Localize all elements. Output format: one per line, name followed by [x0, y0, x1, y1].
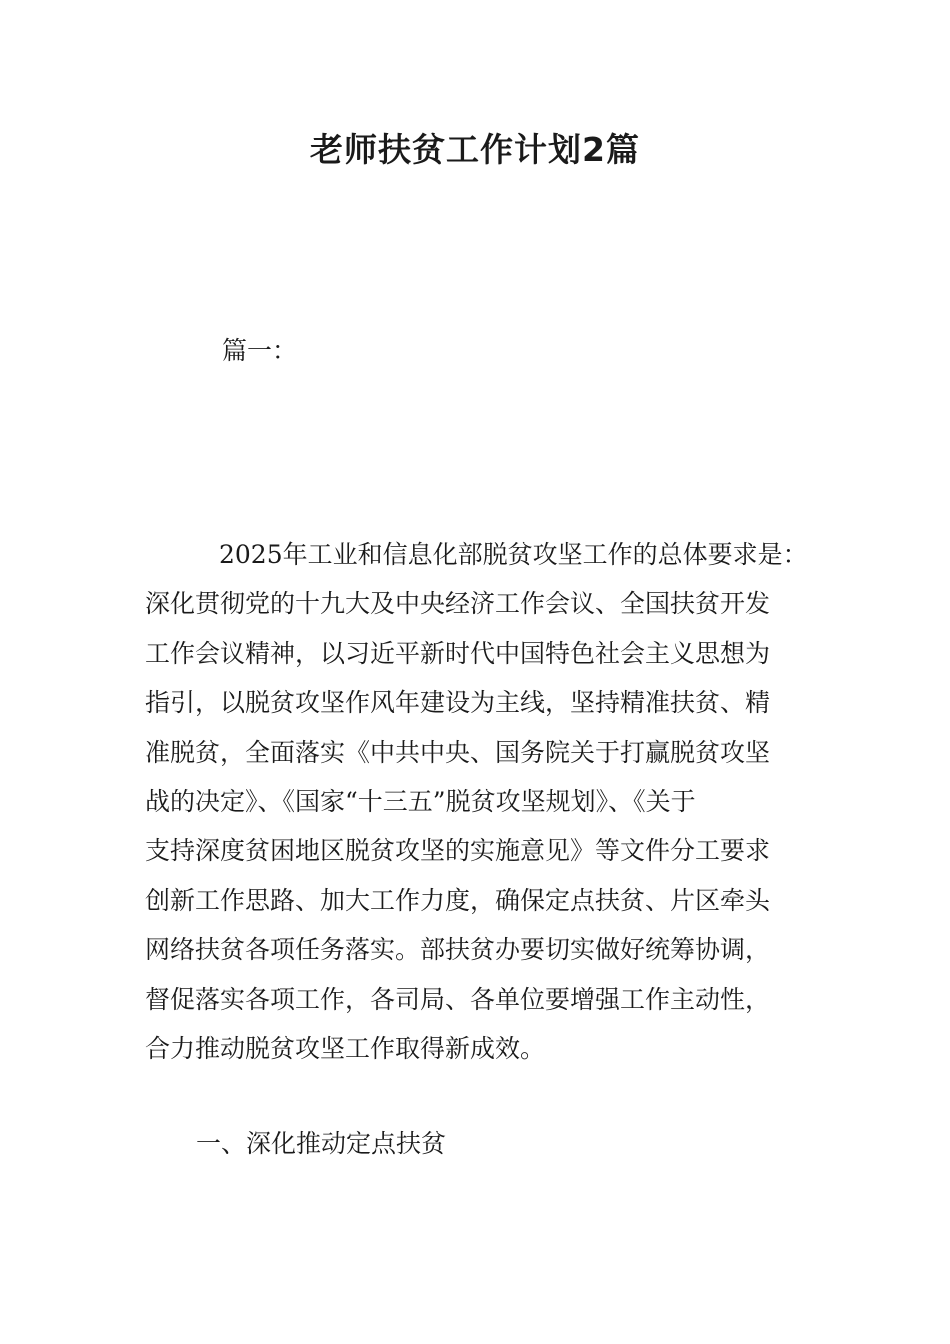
body-paragraph [145, 530, 815, 1073]
paragraph-line: 网络扶贫各项任务落实。部扶贫办要切实做好统筹协调， [145, 935, 771, 965]
paragraph-line: 指引，以脱贫攻坚作风年建设为主线，坚持精准扶贫、精 [145, 688, 771, 718]
paragraph-line: 工作会议精神，以习近平新时代中国特色社会主义思想为 [145, 638, 771, 668]
paragraph-line: 支持深度贫困地区脱贫攻坚的实施意见》等文件分工要求 [145, 836, 771, 866]
paragraph-line: 战的决定》、《国家“十三五”脱贫攻坚规划》、《关于 [145, 787, 696, 817]
paragraph-line: 深化贯彻党的十九大及中央经济工作会议、全国扶贫开发 [145, 589, 771, 619]
paragraph-line: 2025年工业和信息化部脱贫攻坚工作的总体要求是： [219, 540, 808, 569]
paragraph-line: 督促落实各项工作，各司局、各单位要增强工作主动性， [145, 984, 771, 1014]
paragraph-line: 创新工作思路、加大工作力度，确保定点扶贫、片区牵头 [145, 885, 771, 915]
paragraph-line: 合力推动脱贫攻坚工作取得新成效。 [145, 1034, 546, 1064]
section-subheading: 一、深化推动定点扶贫 [196, 1129, 447, 1158]
section-label: 篇一： [222, 336, 298, 365]
document-title: 老师扶贫工作计划2篇 [310, 130, 640, 169]
paragraph-line: 准脱贫，全面落实《中共中央、国务院关于打赢脱贫攻坚 [145, 737, 771, 767]
